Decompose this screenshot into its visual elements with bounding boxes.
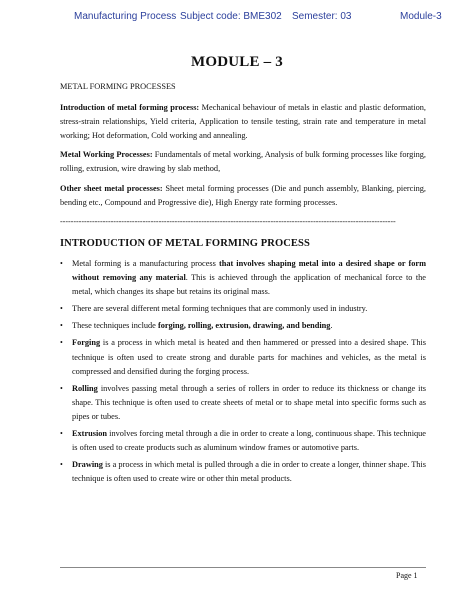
bullet-icon: • xyxy=(60,321,63,331)
bullet-bold-text: Forging xyxy=(72,338,101,348)
bullet-icon: • xyxy=(60,383,63,393)
list-item xyxy=(60,336,426,378)
page-header xyxy=(0,11,474,25)
bullet-text: involves passing metal through a series of rollers in order to reduce its thickness or change its shape. This technique is often used to create sheets of metal or to shape metal into specific forms such as pipes or tubes. xyxy=(72,383,426,421)
header-subject-code: Subject code: BME302 xyxy=(180,11,282,22)
list-item xyxy=(60,458,426,486)
bullet-icon: • xyxy=(60,460,63,470)
syllabus-paragraph xyxy=(60,182,426,210)
bullet-icon: • xyxy=(60,304,63,314)
bullet-text: Metal forming is a manufacturing process xyxy=(72,258,219,268)
bullet-text: is a process in which metal is heated and then hammered or pressed into a desired shape. This technique is often used to create strong and durable parts for machines and vehicles, as the metal is compressed and densified during the forging process. xyxy=(72,338,426,376)
syllabus-label: Introduction of metal forming process: xyxy=(60,103,200,113)
bullet-text: involves forcing metal through a die in order to create a long, continuous shape. This technique is often used to create products such as aluminum window frames or automotive parts. xyxy=(72,428,426,453)
syllabus-text: Mechanical behaviour of metals in elastic and plastic deformation, stress-strain relationships, Yield criteria, Application to tensile testing, strain rate and temperature in metal working; Hot deformation, Cold working and annealing. xyxy=(60,103,426,141)
bullet-text: There are several different metal forming techniques that are commonly used in industry. xyxy=(72,304,368,314)
bullet-text: These techniques include xyxy=(72,321,158,331)
bullet-icon: • xyxy=(60,258,63,268)
list-item xyxy=(60,302,426,316)
header-subject: Manufacturing Process xyxy=(74,11,177,22)
bullet-bold-text: Rolling xyxy=(72,383,98,393)
list-item xyxy=(60,257,426,299)
bullet-list xyxy=(60,257,426,486)
syllabus-text: Fundamentals of metal working, Analysis of bulk forming processes like forging, rolling, extrusion, wire drawing by slab method, xyxy=(60,150,426,174)
bullet-text: . xyxy=(330,321,333,331)
list-item xyxy=(60,319,426,333)
footer-divider xyxy=(60,567,426,568)
bullet-bold-text: Drawing xyxy=(72,460,103,470)
bullet-bold-text: that involves shaping metal into a desired shape or form without removing any material xyxy=(72,258,426,283)
syllabus-paragraph xyxy=(60,101,426,143)
bullet-bold-text: forging, rolling, extrusion, drawing, and bending xyxy=(157,321,331,331)
page-number: Page 1 xyxy=(396,571,418,580)
list-item xyxy=(60,427,426,455)
bullet-icon: • xyxy=(60,338,63,348)
intro-heading: INTRODUCTION OF METAL FORMING PROCESS xyxy=(60,237,310,249)
document-body xyxy=(60,80,426,489)
page-title: MODULE – 3 xyxy=(191,54,283,70)
syllabus-paragraph xyxy=(60,148,426,176)
header-module: Module-3 xyxy=(400,11,442,22)
syllabus-label: Metal Working Processes: xyxy=(60,150,153,160)
bullet-icon: • xyxy=(60,428,63,438)
bullet-text: . This is achieved through the application of mechanical force to the metal, which changes its shape but retains its original mass. xyxy=(72,273,426,297)
header-semester: Semester: 03 xyxy=(292,11,352,22)
bullet-bold-text: Extrusion xyxy=(72,428,108,438)
syllabus-label: Other sheet metal processes: xyxy=(60,183,163,193)
dashed-divider: ------------------------------------------------------------------------------------------------------------------------------ xyxy=(60,216,396,226)
bullet-text: is a process in which metal is pulled through a die in order to create a longer, thinner shape. This technique is often used to create wire or other thin metal products. xyxy=(72,460,426,484)
syllabus-text: Sheet metal forming processes (Die and punch assembly, Blanking, piercing, bending etc., Compound and Progressive die), High Energy rate forming processes. xyxy=(60,183,427,207)
section-heading: METAL FORMING PROCESSES xyxy=(60,82,176,91)
list-item xyxy=(60,382,426,424)
